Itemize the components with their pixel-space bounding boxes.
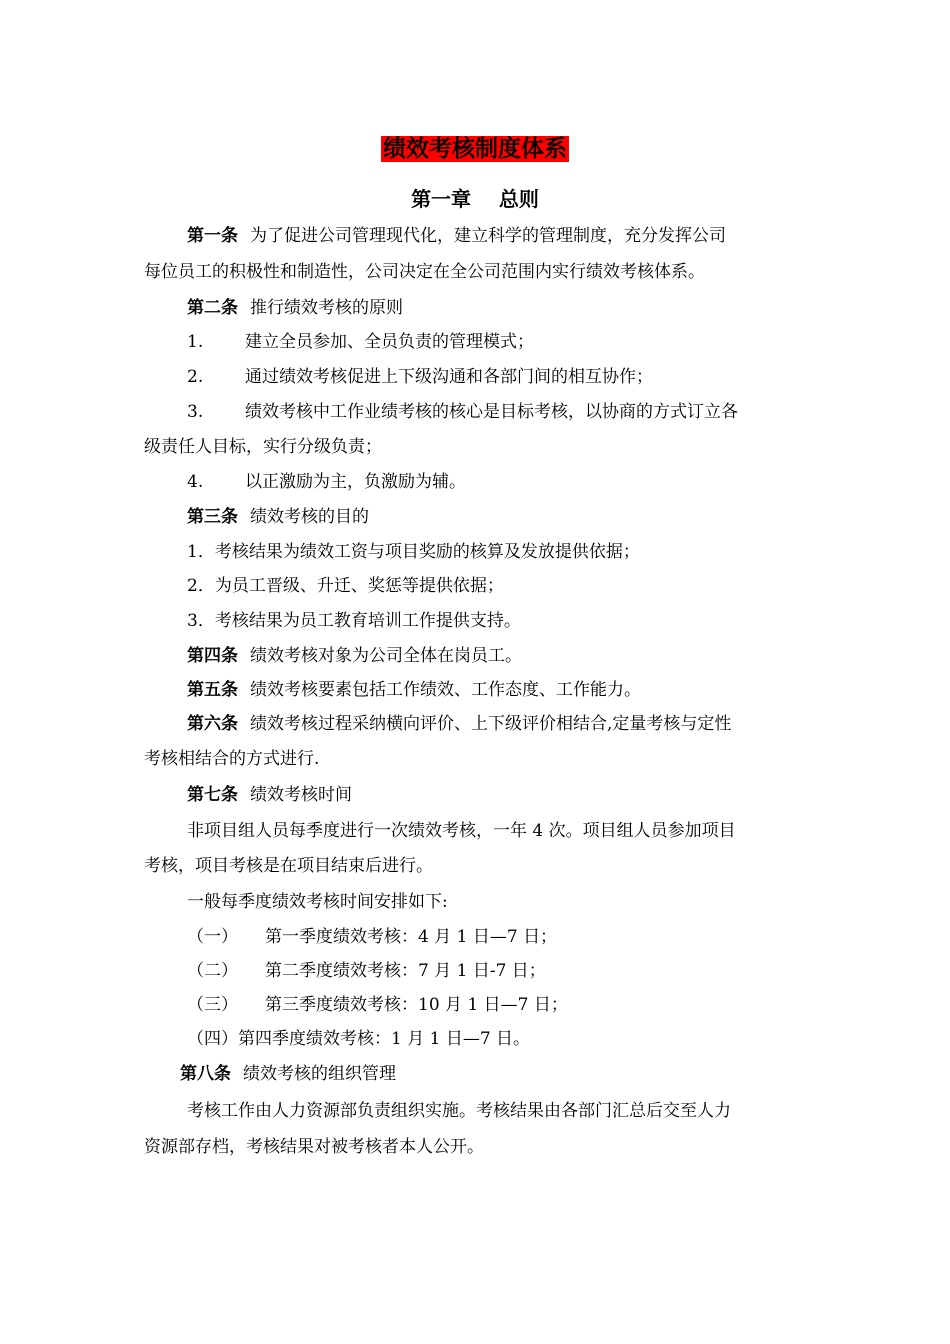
article-8-text: 绩效考核的组织管理: [243, 1064, 396, 1084]
quarter-1-number: （一）: [187, 927, 238, 947]
quarter-3-number: （三）: [187, 995, 238, 1015]
principle-4-text: 以正激励为主，负激励为辅。: [245, 472, 466, 492]
article-1-label: 第一条: [187, 226, 238, 246]
article-8: [180, 1057, 850, 1091]
principle-4-number: 4.: [187, 472, 204, 492]
article-2: [187, 291, 857, 325]
quarter-1-text: 第一季度绩效考核：4 月 1 日—7 日；: [265, 927, 558, 947]
article-4-text: 绩效考核对象为公司全体在岗员工。: [250, 646, 522, 666]
article-3-text: 绩效考核的目的: [250, 507, 369, 527]
article-5: [187, 673, 857, 707]
goal-2: 2．为员工晋级、升迁、奖惩等提供依据；: [187, 576, 504, 596]
principle-2: [187, 360, 857, 394]
article-2-label: 第二条: [187, 298, 238, 318]
article-7-text: 绩效考核时间: [250, 785, 352, 805]
principle-1-text: 建立全员参加、全员负责的管理模式；: [245, 332, 534, 352]
article-4-label: 第四条: [187, 646, 238, 666]
quarter-4: （四）第四季度绩效考核：1 月 1 日—7 日。: [187, 1029, 531, 1049]
article-6-line-1: [187, 707, 857, 741]
principle-2-number: 2.: [187, 367, 204, 387]
article-1-line-2: 每位员工的积极性和制造性，公司决定在全公司范围内实行绩效考核体系。: [144, 262, 705, 282]
goal-3: 3．考核结果为员工教育培训工作提供支持。: [187, 611, 521, 631]
goal-1: 1．考核结果为绩效工资与项目奖励的核算及发放提供依据；: [187, 542, 640, 562]
article-7: [187, 778, 857, 812]
article-3-label: 第三条: [187, 507, 238, 527]
article-5-text: 绩效考核要素包括工作绩效、工作态度、工作能力。: [250, 680, 641, 700]
article-8-label: 第八条: [180, 1064, 231, 1084]
article-6-text: 绩效考核过程采纳横向评价、上下级评价相结合,定量考核与定性: [250, 714, 732, 734]
article-1-line-1: [187, 219, 857, 253]
article-3: [187, 500, 857, 534]
article-4: [187, 639, 857, 673]
chapter-heading: 第一章 总则: [411, 187, 539, 211]
principle-2-text: 通过绩效考核促进上下级沟通和各部门间的相互协作；: [245, 367, 653, 387]
principle-1: [187, 325, 857, 359]
timing-line-1: 非项目组人员每季度进行一次绩效考核，一年 4 次。项目组人员参加项目: [187, 821, 736, 841]
principle-3-text: 绩效考核中工作业绩考核的核心是目标考核，以协商的方式订立各: [245, 402, 738, 422]
article-5-label: 第五条: [187, 680, 238, 700]
principle-1-number: 1.: [187, 332, 204, 352]
article-2-text: 推行绩效考核的原则: [250, 298, 403, 318]
principle-3-number: 3.: [187, 402, 204, 422]
principle-4: [187, 465, 857, 499]
organization-line-1: 考核工作由人力资源部负责组织实施。考核结果由各部门汇总后交至人力: [187, 1101, 731, 1121]
timing-line-2: 考核，项目考核是在项目结束后进行。: [144, 856, 433, 876]
quarter-2: [187, 954, 857, 988]
quarter-1: [187, 920, 857, 954]
quarter-3: [187, 988, 857, 1022]
title-highlight: 绩效考核制度体系: [383, 136, 567, 162]
quarter-2-number: （二）: [187, 961, 238, 981]
timing-schedule-intro: 一般每季度绩效考核时间安排如下:: [187, 892, 448, 912]
article-7-label: 第七条: [187, 785, 238, 805]
principle-3-line-1: [187, 395, 857, 429]
quarter-2-text: 第二季度绩效考核：7 月 1 日-7 日；: [265, 961, 546, 981]
principle-3-line-2: 级责任人目标，实行分级负责；: [144, 437, 382, 457]
article-6-label: 第六条: [187, 714, 238, 734]
document-title: [0, 131, 950, 167]
article-1-text: 为了促进公司管理现代化，建立科学的管理制度，充分发挥公司: [250, 226, 726, 246]
organization-line-2: 资源部存档，考核结果对被考核者本人公开。: [144, 1137, 484, 1157]
quarter-3-text: 第三季度绩效考核：10 月 1 日—7 日；: [265, 995, 568, 1015]
article-6-line-2: 考核相结合的方式进行.: [144, 749, 320, 769]
